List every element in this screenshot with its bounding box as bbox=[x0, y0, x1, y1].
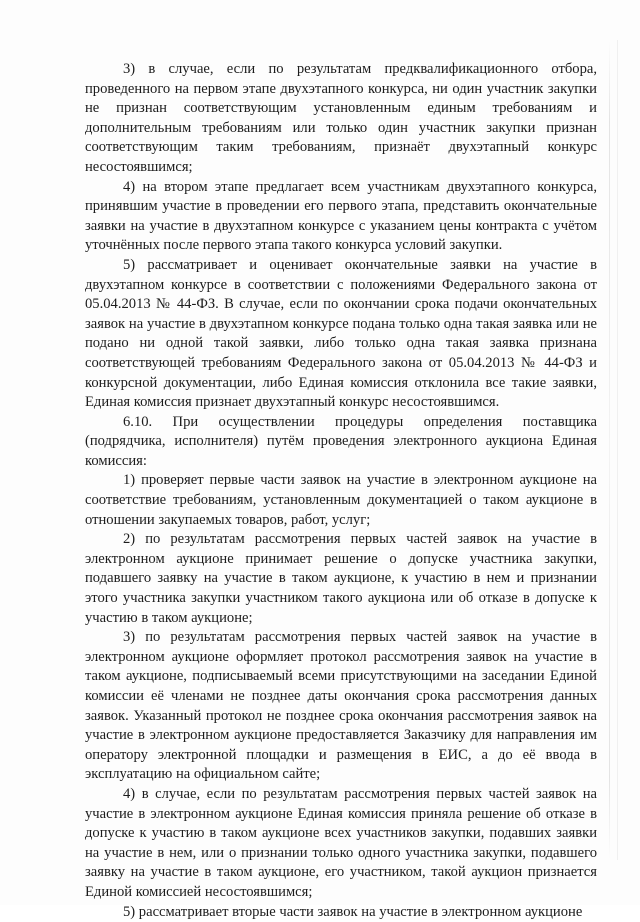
scan-edge-line bbox=[609, 40, 610, 860]
paragraph-auction-item-1: 1) проверяет первые части заявок на участие в электронном аукционе на соответствие требованиям, установленным документацией о таком аукционе в отношении закупаемых товаров, работ, услуг; bbox=[85, 472, 597, 528]
paragraph-item-4-second-stage: 4) на втором этапе предлагает всем участникам двухэтапного конкурса, принявшим участие в проведении его первого этапа, представить окончательные заявки на участие в двухэтапном конкурсе с указанием цены контракта с учётом уточнённых после первого этапа такого конкурса условий закупки. bbox=[85, 178, 597, 254]
paragraph-auction-item-4: 4) в случае, если по результатам рассмотрения первых частей заявок на участие в электронном аукционе Единая комиссия приняла решение об отказе в допуске к участию в таком аукционе всех участников закупки, подавших заявки на участие в нем, или о признании только одного участника закупки, подавшего заявку на участие в таком аукционе, его участником, такой аукцион признается Единой комиссией несостоявшимся; bbox=[85, 785, 597, 900]
paragraph-auction-item-3: 3) по результатам рассмотрения первых частей заявок на участие в электронном аукционе оформляет протокол рассмотрения заявок на участие в таком аукционе, подписываемый всеми присутствующими на заседании Единой комиссии её членами не позднее даты окончания срока рассмотрения данных заявок. Указанный протокол не позднее срока окончания рассмотрения заявок на участие в электронном аукционе предоставляется Заказчику для направления им оператору электронной площадки и размещения в ЕИС, а до её ввода в эксплуатацию на официальном сайте; bbox=[85, 629, 597, 783]
paragraph-item-5-final-bids: 5) рассматривает и оценивает окончательные заявки на участие в двухэтапном конкурсе в соответствии с положениями Федерального закона от 05.04.2013 № 44-ФЗ. В случае, если по окончании срока подачи окончательных заявок на участие в двухэтапном конкурсе подана только одна такая заявка или не подано ни одной такой заявки, либо только одна такая заявка признана соответствующей требованиям Федерального закона от 05.04.2013 № 44-ФЗ и конкурсной документации, либо Единая комиссия отклонила все такие заявки, Единая комиссия признает двухэтапный конкурс несостоявшимся. bbox=[85, 256, 597, 411]
scan-edge-line-secondary bbox=[617, 40, 618, 860]
paragraph-section-6-10: 6.10. При осуществлении процедуры определения поставщика (подрядчика, исполнителя) путём проведения электронного аукциона Единая комиссия: bbox=[85, 413, 597, 469]
paragraph-item-3-prequalification: 3) в случае, если по результатам предквалификационного отбора, проведенного на первом этапе двухэтапного конкурса, ни один участник закупки не признан соответствующим установленным единым требованиям и дополнительным требованиям или только один участник закупки признан соответствующим таким требованиям, признаёт двухэтапный конкурс несостоявшимся; bbox=[85, 61, 597, 175]
paragraph-auction-item-5: 5) рассматривает вторые части заявок на участие в электронном аукционе bbox=[123, 903, 583, 920]
document-body bbox=[85, 60, 597, 922]
paragraph-auction-item-2: 2) по результатам рассмотрения первых частей заявок на участие в электронном аукционе принимает решение о допуске участника закупки, подавшего заявку на участие в таком аукционе, к участию в нем и признании этого участника закупки участником такого аукциона или об отказе в допуске к участию в таком аукционе; bbox=[85, 531, 597, 626]
